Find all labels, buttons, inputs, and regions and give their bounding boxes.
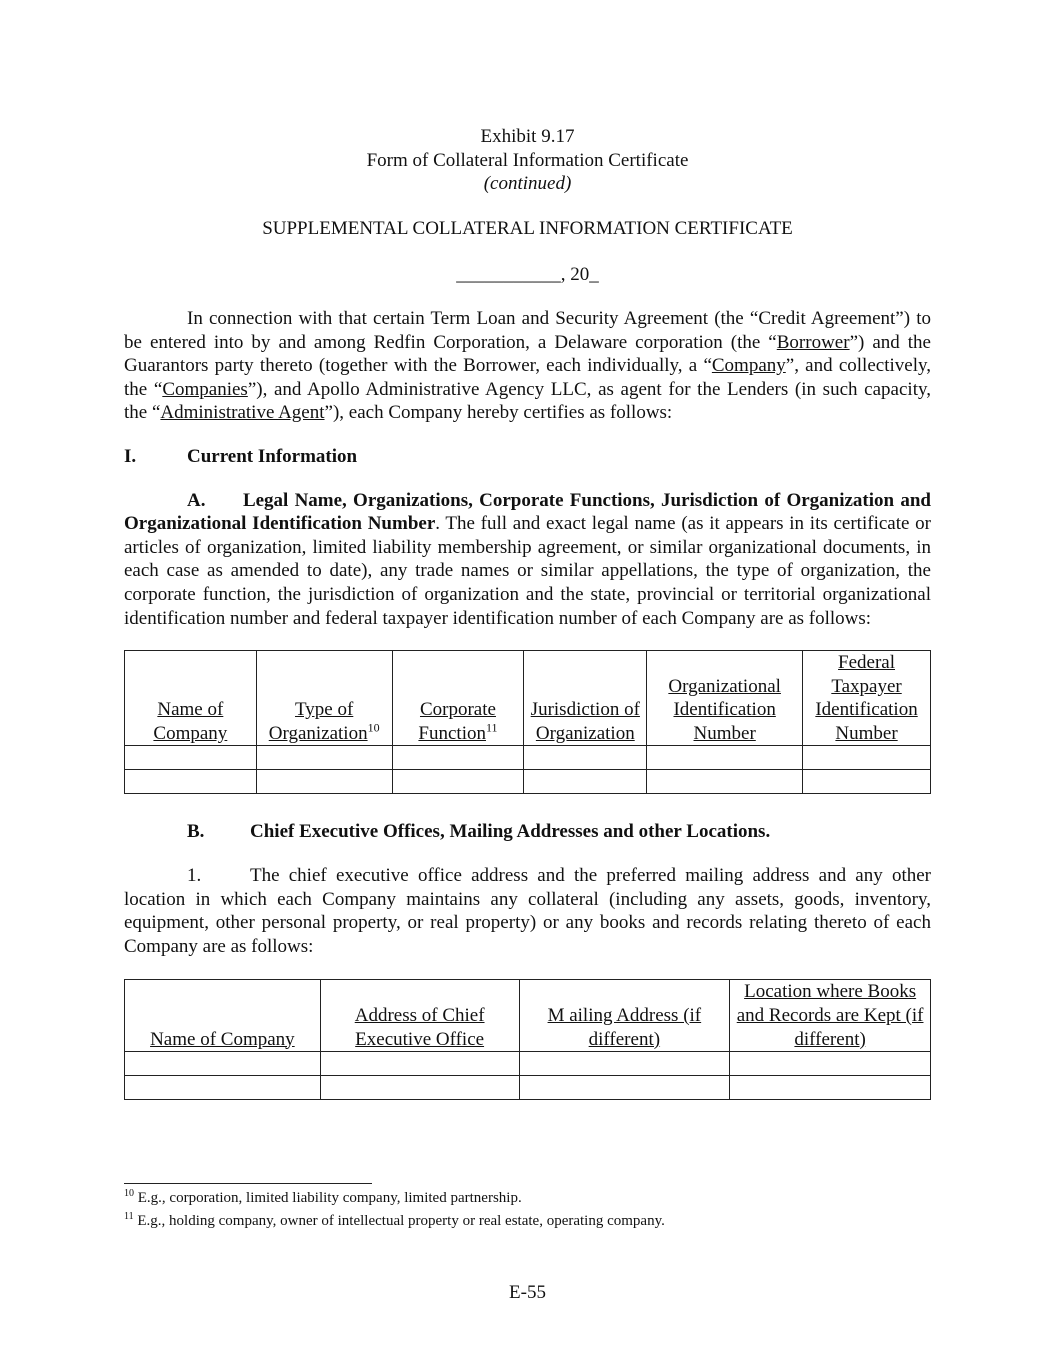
intro-text-1: In connection with that certain Term Loan and Security Agreement (the “Credit Agreement”) to be entered into by and among Redfin Corporation, a Delaware corporation (the “ <box>124 307 931 353</box>
footnote-ref-10: 10 <box>367 720 380 735</box>
table-cell[interactable] <box>647 770 803 794</box>
header-chief-executive-office: Address of Chief Executive Office <box>354 1005 485 1050</box>
defined-term-administrative-agent: Administrative Agent <box>160 402 325 424</box>
section-i-number: I. <box>124 445 137 467</box>
section-b-item-1 <box>124 864 931 958</box>
section-b-number: B. <box>187 821 205 843</box>
header-org-id-number: Organizational Identification Number <box>668 675 781 744</box>
locations-table <box>124 979 931 1100</box>
header-name-of-company: Name of Company <box>150 1028 295 1050</box>
footnote-ref-11: 11 <box>485 720 498 735</box>
intro-paragraph <box>124 307 931 425</box>
intro-text-2: ”) and the Guarantors party thereto (together with the Borrower, each individually, a “ <box>124 331 931 377</box>
header-name-of-company: Name of Company <box>153 699 228 744</box>
footnote-text: E.g., holding company, owner of intellectual property or real estate, operating company. <box>133 1213 665 1229</box>
table-cell[interactable] <box>803 770 931 794</box>
footnote-10 <box>124 1187 931 1210</box>
intro-text-3: ”, and collectively, the “ <box>124 355 931 400</box>
table-cell[interactable] <box>256 746 392 770</box>
footnote-11 <box>124 1210 931 1233</box>
table-row <box>125 770 931 794</box>
table-cell[interactable] <box>519 1076 730 1100</box>
intro-text-4: ”), and Apollo Administrative Agency LLC, as agent for the Lenders (in such capacity, the “ <box>124 378 931 424</box>
item-1-number: 1. <box>187 865 202 887</box>
table-header-row <box>125 980 931 1052</box>
table-row <box>125 1052 931 1076</box>
table-cell[interactable] <box>730 1052 931 1076</box>
item-1-text: The chief executive office address and the preferred mailing address and any other location in which each Company maintains any collateral (including any assets, goods, inventory, equipment, other personal property, or real property) or any books and records relating thereto of each Company are as follows: <box>124 865 931 957</box>
header-cell <box>730 980 931 1052</box>
header-mailing-address: M ailing Address (if different) <box>547 1005 702 1050</box>
header-jurisdiction: Jurisdiction of Organization <box>530 699 640 744</box>
table-cell[interactable] <box>125 770 257 794</box>
section-b-title: Chief Executive Offices, Mailing Addresses and other Locations. <box>250 821 771 843</box>
header-books-records-location: Location where Books and Records are Kept (if different) <box>736 981 924 1050</box>
defined-term-borrower: Borrower <box>776 331 850 353</box>
header-cell <box>392 651 524 746</box>
section-a-paragraph <box>124 489 931 631</box>
header-cell <box>320 980 519 1052</box>
form-title: Form of Collateral Information Certificate <box>366 149 689 171</box>
footnote-number: 10 <box>124 1188 134 1199</box>
table-header-row <box>125 651 931 746</box>
table-cell[interactable] <box>125 1076 321 1100</box>
footnote-text: E.g., corporation, limited liability company, limited partnership. <box>134 1190 522 1206</box>
date-line: ___________, 20_ <box>456 264 599 286</box>
footnote-rule <box>124 1183 372 1184</box>
defined-term-company: Company <box>711 355 786 377</box>
exhibit-number: Exhibit 9.17 <box>480 126 575 147</box>
table-row <box>125 1076 931 1100</box>
header-cell <box>125 651 257 746</box>
section-a-heading: A. Legal Name, Organizations, Corporate Functions, Jurisdiction of Organization and Organizational Identification Number <box>124 489 931 535</box>
section-i-title: Current Information <box>187 445 358 467</box>
table-cell[interactable] <box>256 770 392 794</box>
header-type-of-organization: Type of Organization <box>268 699 368 744</box>
header-cell <box>125 980 321 1052</box>
header-cell <box>803 651 931 746</box>
table-cell[interactable] <box>524 770 647 794</box>
table-cell[interactable] <box>730 1076 931 1100</box>
header-corporate-function: Corporate Function <box>418 699 496 744</box>
header-cell <box>524 651 647 746</box>
table-cell[interactable] <box>519 1052 730 1076</box>
table-cell[interactable] <box>125 1052 321 1076</box>
table-cell[interactable] <box>320 1052 519 1076</box>
footnote-number: 11 <box>124 1211 134 1222</box>
table-cell[interactable] <box>647 746 803 770</box>
header-federal-taxpayer-id: Federal Taxpayer Identification Number <box>815 652 918 744</box>
footnotes <box>124 1183 931 1233</box>
page-number: E-55 <box>509 1282 546 1303</box>
table-cell[interactable] <box>392 746 524 770</box>
table-cell[interactable] <box>320 1076 519 1100</box>
exhibit-header <box>124 125 931 196</box>
document-page <box>124 125 931 1100</box>
defined-term-companies: Companies <box>162 378 248 400</box>
table-cell[interactable] <box>392 770 524 794</box>
section-i-heading <box>124 445 931 469</box>
table-cell[interactable] <box>524 746 647 770</box>
table-cell[interactable] <box>125 746 257 770</box>
table-cell[interactable] <box>803 746 931 770</box>
header-cell <box>256 651 392 746</box>
header-cell <box>647 651 803 746</box>
company-information-table <box>124 650 931 794</box>
table-row <box>125 746 931 770</box>
section-b-heading <box>124 820 931 844</box>
header-cell <box>519 980 730 1052</box>
section-a-body: . The full and exact legal name (as it appears in its certificate or articles of organization, limited liability membership agreement, or similar organizational documents, in each case as amended to date), any trade names or similar appellations, the type of organization, the corporate function, the jurisdiction of organization and the state, provincial or territorial organizational identification number and federal taxpayer identification number of each Company are as follows: <box>124 513 931 629</box>
continued-label: (continued) <box>483 173 572 195</box>
intro-text-5: ”), each Company hereby certifies as follows: <box>324 402 673 424</box>
certificate-title: SUPPLEMENTAL COLLATERAL INFORMATION CERTIFICATE <box>262 217 793 239</box>
